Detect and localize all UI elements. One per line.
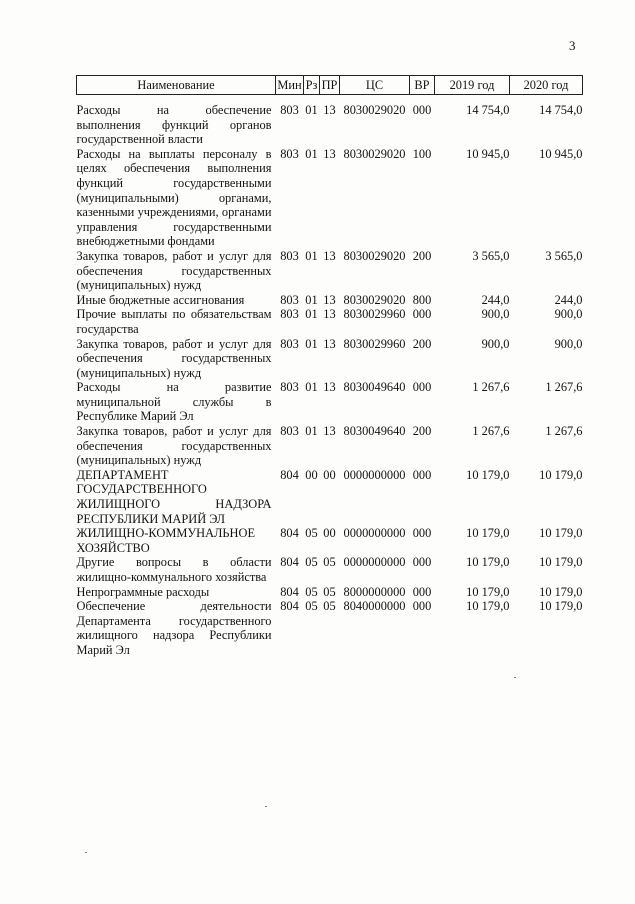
cell-cs: 8040000000 <box>343 599 406 614</box>
table-row <box>77 337 583 381</box>
cell-vr: 200 <box>412 424 432 439</box>
cell-y2019: 14 754,0 <box>466 103 510 117</box>
cell-rz: 01 <box>305 380 318 395</box>
cell-y2020: 10 179,0 <box>539 467 583 482</box>
page-number: 3 <box>569 38 576 53</box>
table-row <box>77 585 583 600</box>
cell-y2020: 10 179,0 <box>539 555 583 570</box>
cell-vr: 000 <box>412 584 432 599</box>
cell-cs: 0000000000 <box>343 467 406 482</box>
cell-min: 803 <box>280 336 299 351</box>
cell-min: 803 <box>280 103 299 117</box>
cell-cs: 0000000000 <box>343 526 406 541</box>
cell-rz: 00 <box>305 467 318 482</box>
cell-name: Обеспечение деятельности Департамента государственного жилищного надзора Республики Марий Эл <box>76 599 272 657</box>
cell-min: 804 <box>280 555 299 570</box>
cell-min: 803 <box>280 307 299 322</box>
cell-rz: 05 <box>305 555 318 570</box>
header-2020: 2020 год <box>510 76 583 95</box>
cell-cs: 8030049640 <box>343 380 406 395</box>
cell-vr: 000 <box>412 307 432 322</box>
cell-cs: 8030029020 <box>343 146 406 161</box>
cell-pr: 13 <box>323 336 336 351</box>
table-body <box>77 95 583 658</box>
cell-vr: 000 <box>412 555 432 570</box>
header-rz: Рз <box>304 76 320 95</box>
header-cs: ЦС <box>340 76 410 95</box>
cell-y2020: 10 179,0 <box>539 584 583 599</box>
table-row <box>77 424 583 468</box>
cell-name: Другие вопросы в области жилищно-коммунального хозяйства <box>76 555 272 584</box>
header-pr: ПР <box>320 76 340 95</box>
cell-vr: 100 <box>412 146 432 161</box>
cell-name: Непрограммные расходы <box>76 584 210 599</box>
cell-y2020: 1 267,6 <box>545 380 583 395</box>
cell-y2020: 244,0 <box>554 292 583 307</box>
cell-rz: 01 <box>305 424 318 439</box>
cell-cs: 8030029020 <box>343 103 406 117</box>
cell-min: 804 <box>280 526 299 541</box>
cell-y2020: 10 179,0 <box>539 599 583 614</box>
cell-name: Закупка товаров, работ и услуг для обеспечения государственных (муниципальных) нужд <box>76 424 272 468</box>
cell-y2019: 10 179,0 <box>466 584 510 599</box>
cell-y2020: 1 267,6 <box>545 424 583 439</box>
cell-cs: 8030029020 <box>343 248 406 263</box>
header-min: Мин <box>276 76 304 95</box>
table-row <box>77 555 583 584</box>
cell-min: 803 <box>280 380 299 395</box>
cell-min: 803 <box>280 424 299 439</box>
cell-pr: 00 <box>323 526 336 541</box>
cell-min: 803 <box>280 146 299 161</box>
cell-name: ДЕПАРТАМЕНТ ГОСУДАРСТВЕННОГО ЖИЛИЩНОГО НАДЗОРА РЕСПУБЛИКИ МАРИЙ ЭЛ <box>76 467 272 526</box>
cell-pr: 05 <box>323 584 336 599</box>
cell-pr: 13 <box>323 424 336 439</box>
scan-speck <box>85 852 87 853</box>
cell-y2019: 1 267,6 <box>472 424 510 439</box>
scan-speck <box>514 677 516 678</box>
cell-pr: 13 <box>323 248 336 263</box>
cell-rz: 01 <box>305 307 318 322</box>
budget-table <box>76 75 583 658</box>
cell-cs: 8030029960 <box>343 307 406 322</box>
cell-y2019: 10 179,0 <box>466 555 510 570</box>
cell-name: Расходы на развитие муниципальной службы в Республике Марий Эл <box>76 380 272 424</box>
cell-pr: 13 <box>323 146 336 161</box>
cell-min: 804 <box>280 584 299 599</box>
cell-y2020: 10 179,0 <box>539 526 583 541</box>
cell-rz: 01 <box>305 292 318 307</box>
cell-y2019: 10 179,0 <box>466 467 510 482</box>
cell-y2019: 10 179,0 <box>466 526 510 541</box>
cell-rz: 05 <box>305 599 318 614</box>
header-vr: ВР <box>410 76 435 95</box>
cell-pr: 00 <box>323 467 336 482</box>
cell-min: 804 <box>280 599 299 614</box>
cell-vr: 000 <box>412 380 432 395</box>
cell-rz: 05 <box>305 526 318 541</box>
table-header-row <box>77 76 583 95</box>
cell-cs: 8000000000 <box>343 584 406 599</box>
cell-vr: 000 <box>412 467 432 482</box>
cell-name: Закупка товаров, работ и услуг для обеспечения государственных (муниципальных) нужд <box>76 336 272 380</box>
cell-y2019: 900,0 <box>481 307 510 322</box>
cell-min: 804 <box>280 467 299 482</box>
cell-y2020: 3 565,0 <box>545 248 583 263</box>
table-row <box>77 526 583 555</box>
cell-cs: 8030029960 <box>343 336 406 351</box>
table-row <box>77 147 583 249</box>
cell-pr: 05 <box>323 555 336 570</box>
header-name: Наименование <box>77 76 276 95</box>
cell-name: Расходы на обеспечение выполнения функций органов государственной власти <box>76 103 272 147</box>
cell-y2019: 10 945,0 <box>466 146 510 161</box>
cell-cs: 0000000000 <box>343 555 406 570</box>
table-row <box>77 307 583 336</box>
cell-y2020: 14 754,0 <box>539 103 583 117</box>
cell-name: Иные бюджетные ассигнования <box>76 292 245 307</box>
cell-name: Расходы на выплаты персоналу в целях обеспечения выполнения функций государственными (муниципальными) органами, казенными учреждениями, органами управления государственными внебюджетными фондами <box>76 146 272 249</box>
cell-min: 803 <box>280 292 299 307</box>
cell-y2019: 10 179,0 <box>466 599 510 614</box>
cell-cs: 8030049640 <box>343 424 406 439</box>
cell-pr: 13 <box>323 307 336 322</box>
cell-vr: 800 <box>412 292 432 307</box>
cell-pr: 13 <box>323 292 336 307</box>
cell-pr: 05 <box>323 599 336 614</box>
cell-pr: 13 <box>323 380 336 395</box>
cell-vr: 000 <box>412 599 432 614</box>
cell-y2019: 244,0 <box>481 292 510 307</box>
table-row <box>77 599 583 657</box>
cell-pr: 13 <box>323 103 336 117</box>
cell-y2020: 900,0 <box>554 307 583 322</box>
table-row <box>77 380 583 424</box>
table-row <box>77 249 583 293</box>
cell-cs: 8030029020 <box>343 292 406 307</box>
cell-rz: 01 <box>305 248 318 263</box>
cell-name: Прочие выплаты по обязательствам государства <box>76 307 272 336</box>
cell-y2020: 900,0 <box>554 336 583 351</box>
header-2019: 2019 год <box>435 76 510 95</box>
cell-name: Закупка товаров, работ и услуг для обеспечения государственных (муниципальных) нужд <box>76 248 272 293</box>
cell-vr: 000 <box>412 103 432 117</box>
cell-y2020: 10 945,0 <box>539 146 583 161</box>
cell-y2019: 900,0 <box>481 336 510 351</box>
cell-y2019: 3 565,0 <box>472 248 510 263</box>
cell-rz: 01 <box>305 336 318 351</box>
table-row <box>77 468 583 526</box>
cell-vr: 200 <box>412 336 432 351</box>
cell-vr: 000 <box>412 526 432 541</box>
cell-y2019: 1 267,6 <box>472 380 510 395</box>
table-row <box>77 293 583 308</box>
cell-vr: 200 <box>412 248 432 263</box>
cell-rz: 01 <box>305 146 318 161</box>
scan-speck <box>265 806 267 807</box>
cell-name: ЖИЛИЩНО-КОММУНАЛЬНОЕ ХОЗЯЙСТВО <box>76 526 256 555</box>
table-row <box>77 95 583 147</box>
cell-rz: 01 <box>305 103 318 117</box>
cell-rz: 05 <box>305 584 318 599</box>
cell-min: 803 <box>280 248 299 263</box>
